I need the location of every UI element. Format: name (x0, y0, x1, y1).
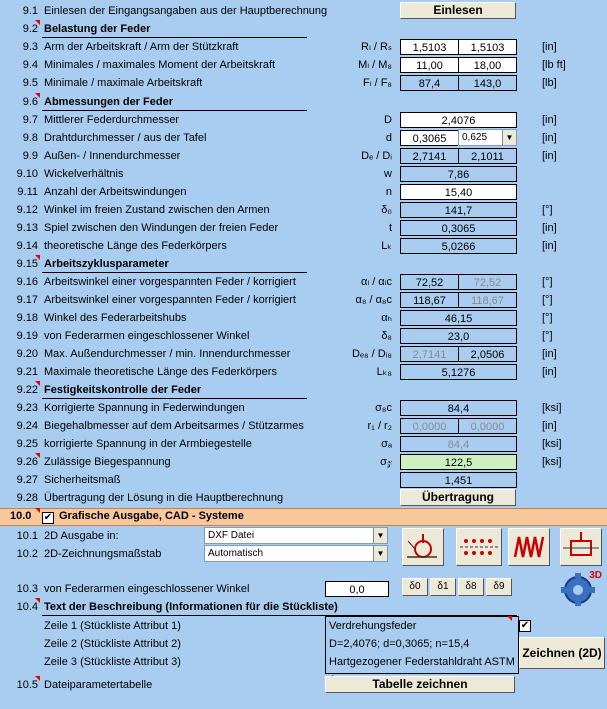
body-length-value: 5,0266 (400, 238, 517, 254)
row-9-24 (0, 417, 607, 435)
row-unit: [°] (542, 204, 553, 216)
free-angle-value: 141,7 (400, 202, 517, 218)
row-symbol: Lₖ (381, 240, 392, 252)
row-label: Zeile 3 (Stückliste Attribut 3) (44, 656, 181, 668)
section-10-header (0, 508, 607, 526)
row-number: 9.22 (16, 384, 38, 396)
row-9-17 (0, 291, 607, 309)
chevron-down-icon[interactable]: ▼ (373, 528, 387, 543)
wire-table-select[interactable] (458, 129, 517, 146)
row-9-4 (0, 56, 607, 74)
spring-coil-icon (509, 529, 549, 565)
row-symbol: d (385, 132, 392, 144)
uebertragung-button[interactable]: Übertragung (400, 489, 516, 506)
row-number: 9.15 (16, 258, 38, 270)
row-number: 9.3 (22, 41, 38, 53)
row-number: 9.20 (16, 348, 38, 360)
row-number: 9.25 (16, 438, 38, 450)
row-9-12 (0, 201, 607, 219)
row-number: 9.19 (16, 330, 38, 342)
section-header: Grafische Ausgabe, CAD - Systeme (59, 510, 244, 522)
row-label: theoretische Länge des Federkörpers (44, 240, 227, 252)
row-symbol: δ₈ (381, 330, 392, 342)
row-9-25 (0, 435, 607, 453)
outer-diameter-value: 2,7141 (400, 148, 459, 164)
work-angle-8-corrected: 118,67 (458, 292, 517, 308)
arm-bend-stress-value: 84,4 (400, 436, 517, 452)
row-number: 9.5 (22, 77, 38, 89)
row-unit: [°] (542, 294, 553, 306)
row-label: Mittlerer Federdurchmesser (44, 114, 180, 126)
row-9-13 (0, 219, 607, 237)
row-number: 9.27 (16, 474, 38, 486)
stroke-angle-value: 46,15 (400, 310, 517, 326)
arm-angle-input[interactable]: 0,0 (325, 581, 389, 597)
row-9-28 (0, 489, 607, 507)
max-outer-diameter-value: 2,7141 (400, 346, 459, 362)
row-9-11 (0, 183, 607, 201)
row-label: Winkel im freien Zustand zwischen den Armen (44, 204, 270, 216)
row-unit: [in] (542, 348, 557, 360)
row-number: 9.2 (22, 23, 38, 35)
mean-diameter-input[interactable]: 2,4076 (400, 112, 517, 128)
row-unit: [in] (542, 41, 557, 53)
row-number: 9.14 (16, 240, 38, 252)
work-angle-1-value: 72,52 (400, 274, 459, 290)
row-unit: [in] (542, 132, 557, 144)
row-label: 2D Ausgabe in: (44, 530, 119, 542)
spring-side-view-button[interactable] (402, 528, 444, 566)
row-label: Sicherheitsmaß (44, 474, 121, 486)
row-unit: [in] (542, 114, 557, 126)
row-9-5 (0, 74, 607, 92)
row-unit: [ksi] (542, 456, 562, 468)
row-symbol: Dₑ₈ / Dᵢ₈ (352, 348, 392, 360)
row-label: Arm der Arbeitskraft / Arm der Stützkraft (44, 41, 239, 53)
graphics-output-checkbox[interactable]: ✔ (43, 512, 53, 523)
row-symbol: σₐ (381, 438, 392, 450)
zeichnen-2d-button[interactable]: Zeichnen (2D) (519, 637, 605, 669)
delta0-button[interactable]: δ0 (402, 578, 428, 596)
row-unit: [in] (542, 366, 557, 378)
select-value: DXF Datei (208, 530, 255, 541)
row-number: 9.23 (16, 402, 38, 414)
inner-diameter-value: 2,1011 (458, 148, 517, 164)
moment-min-input[interactable]: 11,00 (400, 57, 459, 73)
row-symbol: σ𝓏 (380, 456, 392, 468)
row-9-2 (0, 20, 607, 38)
row-10-3 (0, 580, 607, 598)
row-label: Außen- / Innendurchmesser (44, 150, 181, 162)
row-symbol: δ₀ (381, 204, 392, 216)
row-symbol: Rₗ / Rₛ (361, 41, 392, 53)
row-unit: [ksi] (542, 438, 562, 450)
row-10-5 (0, 676, 607, 694)
row-number: 9.1 (22, 5, 38, 17)
comment-marker-icon (35, 453, 40, 458)
safety-factor-value: 1,451 (400, 472, 517, 488)
delta1-button[interactable]: δ1 (430, 578, 456, 596)
min-inner-diameter-value: 2,0506 (458, 346, 517, 362)
wire-diameter-input[interactable]: 0,3065 (400, 130, 459, 146)
row-9-19 (0, 327, 607, 345)
einlesen-button[interactable]: Einlesen (400, 2, 516, 19)
row-9-20 (0, 345, 607, 363)
row-label: Maximale theoretische Länge des Federkörpers (44, 366, 277, 378)
section-header: Belastung der Feder (44, 23, 151, 35)
comment-marker-icon (35, 255, 40, 260)
row-symbol: α₈ / α₈c (355, 294, 392, 306)
row-label: korrigierte Spannung in der Armbiegestelle (44, 438, 252, 450)
comment-marker-icon (507, 616, 512, 621)
comment-marker-icon (35, 20, 40, 25)
spring-front-view-icon (457, 529, 501, 565)
select-value: 0,625 (462, 132, 488, 143)
row-9-15 (0, 255, 607, 273)
force-min-value: 87,4 (400, 75, 459, 91)
row-label: Einlesen der Eingangsangaben aus der Hauptberechnung (44, 5, 328, 17)
row-zeile-2 (0, 635, 607, 653)
row-number: 9.8 (22, 132, 38, 144)
comment-marker-icon (35, 93, 40, 98)
section-header: Festigkeitskontrolle der Feder (44, 384, 202, 396)
work-angle-8-value: 118,67 (400, 292, 459, 308)
row-label: Max. Außendurchmesser / min. Innendurchmesser (44, 348, 291, 360)
row-number: 9.21 (16, 366, 38, 378)
row-symbol: Lₖ₈ (376, 366, 392, 378)
row-unit: [in] (542, 240, 557, 252)
row-label: von Federarmen eingeschlossener Winkel (44, 583, 250, 595)
row-9-10 (0, 165, 607, 183)
row-symbol: D (384, 114, 392, 126)
row-number: 9.10 (16, 168, 38, 180)
row-label: Wickelverhältnis (44, 168, 124, 180)
row-label: Korrigierte Spannung in Federwindungen (44, 402, 245, 414)
row-9-9 (0, 147, 607, 165)
scale-select[interactable] (204, 545, 388, 562)
row-number: 10.4 (16, 601, 38, 613)
moment-max-input[interactable]: 18,00 (458, 57, 517, 73)
row-symbol: t (388, 222, 392, 234)
row-9-26 (0, 453, 607, 471)
row-label: Zulässige Biegespannung (44, 456, 171, 468)
arm-support-input[interactable]: 1,5103 (458, 39, 517, 55)
enclosed-angle-value: 23,0 (400, 328, 517, 344)
row-symbol: Dₑ / Dᵢ (361, 150, 392, 162)
section-header: Text der Beschreibung (Informationen für die Stückliste) (44, 601, 338, 613)
row-label: Arbeitswinkel einer vorgespannten Feder / korrigiert (44, 276, 296, 288)
spring-top-view-icon (561, 529, 601, 565)
row-symbol: n (385, 186, 392, 198)
spring-top-view-button[interactable] (560, 528, 602, 566)
row-symbol: w (384, 168, 392, 180)
delta9-button[interactable]: δ9 (486, 578, 512, 596)
row-number: 10.0 (10, 510, 32, 522)
row-label: Anzahl der Arbeitswindungen (44, 186, 187, 198)
corrected-stress-value: 84,4 (400, 400, 517, 416)
zeile-2-input[interactable]: D=2,4076; d=0,3065; n=15,4 (329, 638, 470, 650)
row-unit: [in] (542, 150, 557, 162)
section-header: Abmessungen der Feder (44, 96, 173, 108)
row-unit: [in] (542, 222, 557, 234)
row-9-27 (0, 471, 607, 489)
row-number: 9.13 (16, 222, 38, 234)
row-label: Dateiparametertabelle (44, 679, 153, 691)
row-number: 9.18 (16, 312, 38, 324)
row-label: Winkel des Federarbeitshubs (44, 312, 187, 324)
row-zeile-1 (0, 617, 607, 635)
comment-marker-icon (35, 381, 40, 386)
row-label: Zeile 1 (Stückliste Attribut 1) (44, 620, 181, 632)
3d-label: 3D (589, 570, 602, 581)
row-unit: [°] (542, 312, 553, 324)
spring-front-view-button[interactable] (456, 528, 502, 566)
row-unit: [°] (542, 330, 553, 342)
row-9-21 (0, 363, 607, 381)
row-unit: [ksi] (542, 402, 562, 414)
row-label: 2D-Zeichnungsmaßstab (44, 548, 162, 560)
row-9-6 (0, 93, 607, 111)
row-9-23 (0, 399, 607, 417)
row-symbol: σ₈c (375, 402, 392, 414)
row-9-14 (0, 237, 607, 255)
row-number: 10.5 (16, 679, 38, 691)
row-number: 10.3 (16, 583, 38, 595)
row-label: von Federarmen eingeschlossener Winkel (44, 330, 250, 342)
row-label: Biegehalbmesser auf dem Arbeitsarmes / Stützarmes (44, 420, 304, 432)
bend-radius-1-value: 0,0000 (400, 418, 459, 434)
comment-marker-icon (35, 598, 40, 603)
comment-marker-icon (35, 676, 40, 681)
row-10-4 (0, 598, 607, 616)
spring-coil-view-button[interactable] (508, 528, 550, 566)
row-label: Zeile 2 (Stückliste Attribut 2) (44, 638, 181, 650)
zeile-1-input[interactable]: Verdrehungsfeder (329, 620, 417, 632)
row-symbol: r₁ / r₂ (367, 420, 392, 432)
row-9-7 (0, 111, 607, 129)
winding-ratio-value: 7,86 (400, 166, 517, 182)
row-symbol: Fₗ / F₈ (363, 77, 392, 89)
working-coils-input[interactable]: 15,40 (400, 184, 517, 200)
row-number: 9.9 (22, 150, 38, 162)
row-number: 9.12 (16, 204, 38, 216)
row-number: 9.6 (22, 96, 38, 108)
row-number: 9.16 (16, 276, 38, 288)
row-symbol: αₗ / αₗc (360, 276, 392, 288)
row-symbol: Mₗ / M₈ (358, 59, 392, 71)
comment-marker-icon (35, 508, 40, 513)
chevron-down-icon[interactable]: ▼ (373, 546, 387, 561)
row-number: 10.2 (16, 548, 38, 560)
row-9-22 (0, 381, 607, 399)
coil-gap-value: 0,3065 (400, 220, 517, 236)
max-body-length-value: 5,1276 (400, 364, 517, 380)
row-zeile-3 (0, 653, 607, 671)
row-unit: [in] (542, 420, 557, 432)
row-label: Minimale / maximale Arbeitskraft (44, 77, 203, 89)
description-checkbox[interactable]: ✔ (520, 620, 530, 631)
row-unit: [lb] (542, 77, 557, 89)
row-9-1 (0, 2, 607, 20)
select-value: Automatisch (208, 548, 264, 559)
row-number: 9.7 (22, 114, 38, 126)
row-9-16 (0, 273, 607, 291)
row-9-18 (0, 309, 607, 327)
row-9-8 (0, 129, 607, 147)
row-number: 9.26 (16, 456, 38, 468)
section-header: Arbeitszyklusparameter (44, 258, 169, 270)
spring-side-view-icon (403, 529, 443, 565)
allowed-stress-input[interactable]: 122,5 (400, 454, 517, 470)
arm-work-input[interactable]: 1,5103 (400, 39, 459, 55)
zeile-3-input[interactable]: Hartgezogener Federstahldraht ASTM (329, 656, 515, 668)
row-unit: [lb ft] (542, 59, 566, 71)
force-max-value: 143,0 (458, 75, 517, 91)
bend-radius-2-value: 0,0000 (458, 418, 517, 434)
row-number: 9.28 (16, 492, 38, 504)
output-format-select[interactable] (204, 527, 388, 544)
delta8-button[interactable]: δ8 (458, 578, 484, 596)
row-number: 9.11 (17, 186, 38, 198)
row-number: 9.4 (22, 59, 38, 71)
row-number: 9.24 (16, 420, 38, 432)
row-9-3 (0, 38, 607, 56)
row-label: Drahtdurchmesser / aus der Tafel (44, 132, 207, 144)
row-label: Spiel zwischen den Windungen der freien Feder (44, 222, 279, 234)
tabelle-zeichnen-button[interactable]: Tabelle zeichnen (325, 676, 515, 693)
row-number: 10.1 (16, 530, 38, 542)
row-label: Übertragung der Lösung in die Hauptberechnung (44, 492, 284, 504)
work-angle-1-corrected: 72,52 (458, 274, 517, 290)
row-label: Minimales / maximales Moment der Arbeitskraft (44, 59, 276, 71)
row-unit: [°] (542, 276, 553, 288)
row-label: Arbeitswinkel einer vorgespannten Feder / korrigiert (44, 294, 296, 306)
row-number: 9.17 (16, 294, 38, 306)
row-symbol: αₕ (381, 312, 392, 324)
chevron-down-icon[interactable]: ▼ (502, 130, 516, 145)
